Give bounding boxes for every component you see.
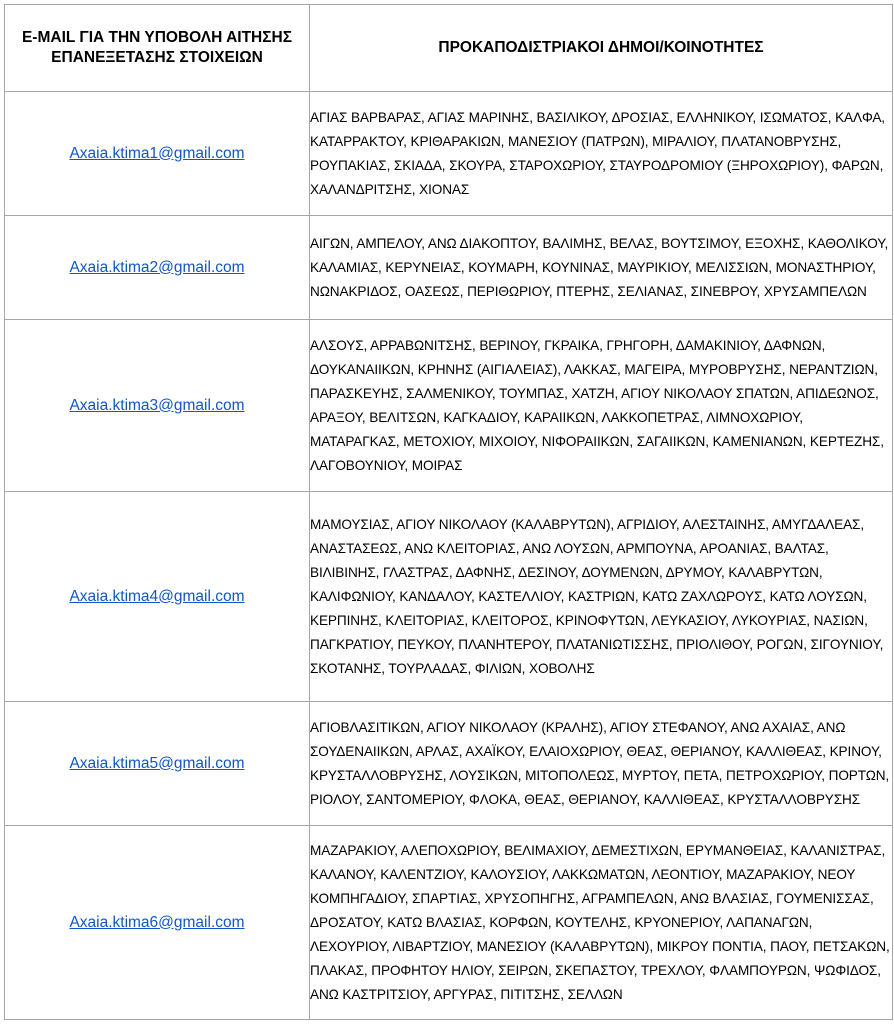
areas-cell: ΑΙΓΩΝ, ΑΜΠΕΛΟΥ, ΑΝΩ ΔΙΑΚΟΠΤΟΥ, ΒΑΛΙΜΗΣ, ΒΕΛΑΣ, ΒΟΥΤΣΙΜΟΥ, ΕΞΟΧΗΣ, ΚΑΘΟΛΙΚΟΥ, ΚΑΛΑΜΙΑΣ, ΚΕΡΥΝΕΙΑΣ, ΚΟΥΜΑΡΗ, ΚΟΥΝΙΝΑΣ, ΜΑΥΡΙΚΙΟΥ, ΜΕΛΙΣΣΙΩΝ, ΜΟΝΑΣΤΗΡΙΟΥ, ΝΩΝΑΚΡΙΔΟΣ, ΟΑΣΕΩΣ, ΠΕΡΙΘΩΡΙΟΥ, ΠΤΕΡΗΣ, ΣΕΛΙΑΝΑΣ, ΣΙΝΕΒΡΟΥ, ΧΡΥΣΑΜΠΕΛΩΝ: [310, 216, 893, 320]
email-link-4[interactable]: Axaia.ktima4@gmail.com: [69, 587, 245, 605]
table-row: [5, 320, 893, 492]
table-row: [5, 92, 893, 216]
areas-cell: ΑΓΙΑΣ ΒΑΡΒΑΡΑΣ, ΑΓΙΑΣ ΜΑΡΙΝΗΣ, ΒΑΣΙΛΙΚΟΥ, ΔΡΟΣΙΑΣ, ΕΛΛΗΝΙΚΟΥ, ΙΣΩΜΑΤΟΣ, ΚΑΛΦΑ, ΚΑΤΑΡΡΑΚΤΟΥ, ΚΡΙΘΑΡΑΚΙΩΝ, ΜΑΝΕΣΙΟΥ (ΠΑΤΡΩΝ), ΜΙΡΑΛΙΟΥ, ΠΛΑΤΑΝΟΒΡΥΣΗΣ, ΡΟΥΠΑΚΙΑΣ, ΣΚΙΑΔΑ, ΣΚΟΥΡΑ, ΣΤΑΡΟΧΩΡΙΟΥ, ΣΤΑΥΡΟΔΡΟΜΙΟΥ (ΞΗΡΟΧΩΡΙΟΥ), ΦΑΡΩΝ, ΧΑΛΑΝΔΡΙΤΣΗΣ, ΧΙΟΝΑΣ: [310, 92, 893, 216]
header-areas-column: ΠΡΟΚΑΠΟΔΙΣΤΡΙΑΚΟΙ ΔΗΜΟΙ/ΚΟΙΝΟΤΗΤΕΣ: [310, 5, 893, 92]
email-cell: [5, 702, 310, 826]
email-cell: [5, 320, 310, 492]
header-email-column: E-MAIL ΓΙΑ ΤΗΝ ΥΠΟΒΟΛΗ ΑΙΤΗΣΗΣ ΕΠΑΝΕΞΕΤΑΣΗΣ ΣΤΟΙΧΕΙΩΝ: [5, 5, 310, 92]
table-row: [5, 826, 893, 1020]
table-row: [5, 492, 893, 702]
areas-cell: ΜΑΜΟΥΣΙΑΣ, ΑΓΙΟΥ ΝΙΚΟΛΑΟΥ (ΚΑΛΑΒΡΥΤΩΝ), ΑΓΡΙΔΙΟΥ, ΑΛΕΣΤΑΙΝΗΣ, ΑΜΥΓΔΑΛΕΑΣ, ΑΝΑΣΤΑΣΕΩΣ, ΑΝΩ ΚΛΕΙΤΟΡΙΑΣ, ΑΝΩ ΛΟΥΣΩΝ, ΑΡΜΠΟΥΝΑ, ΑΡΟΑΝΙΑΣ, ΒΑΛΤΑΣ, ΒΙΛΙΒΙΝΗΣ, ΓΛΑΣΤΡΑΣ, ΔΑΦΝΗΣ, ΔΕΣΙΝΟΥ, ΔΟΥΜΕΝΩΝ, ΔΡΥΜΟΥ, ΚΑΛΑΒΡΥΤΩΝ, ΚΑΛΙΦΩΝΙΟΥ, ΚΑΝΔΑΛΟΥ, ΚΑΣΤΕΛΛΙΟΥ, ΚΑΣΤΡΙΩΝ, ΚΑΤΩ ΖΑΧΛΩΡΟΥΣ, ΚΑΤΩ ΛΟΥΣΩΝ, ΚΕΡΠΙΝΗΣ, ΚΛΕΙΤΟΡΙΑΣ, ΚΛΕΙΤΟΡΟΣ, ΚΡΙΝΟΦΥΤΩΝ, ΛΕΥΚΑΣΙΟΥ, ΛΥΚΟΥΡΙΑΣ, ΝΑΣΙΩΝ, ΠΑΓΚΡΑΤΙΟΥ, ΠΕΥΚΟΥ, ΠΛΑΝΗΤΕΡΟΥ, ΠΛΑΤΑΝΙΩΤΙΣΣΗΣ, ΠΡΙΟΛΙΘΟΥ, ΡΟΓΩΝ, ΣΙΓΟΥΝΙΟΥ, ΣΚΟΤΑΝΗΣ, ΤΟΥΡΛΑΔΑΣ, ΦΙΛΙΩΝ, ΧΟΒΟΛΗΣ: [310, 492, 893, 702]
email-areas-table: [4, 4, 893, 1020]
email-link-3[interactable]: Axaia.ktima3@gmail.com: [69, 396, 245, 414]
email-cell: [5, 216, 310, 320]
areas-cell: ΜΑΖΑΡΑΚΙΟΥ, ΑΛΕΠΟΧΩΡΙΟΥ, ΒΕΛΙΜΑΧΙΟΥ, ΔΕΜΕΣΤΙΧΩΝ, ΕΡΥΜΑΝΘΕΙΑΣ, ΚΑΛΑΝΙΣΤΡΑΣ, ΚΑΛΑΝΟΥ, ΚΑΛΕΝΤΖΙΟΥ, ΚΑΛΟΥΣΙΟΥ, ΛΑΚΚΩΜΑΤΩΝ, ΛΕΟΝΤΙΟΥ, ΜΑΖΑΡΑΚΙΟΥ, ΝΕΟΥ ΚΟΜΠΗΓΑΔΙΟΥ, ΣΠΑΡΤΙΑΣ, ΧΡΥΣΟΠΗΓΗΣ, ΑΓΡΑΜΠΕΛΩΝ, ΑΝΩ ΒΛΑΣΙΑΣ, ΓΟΥΜΕΝΙΣΣΑΣ, ΔΡΟΣΑΤΟΥ, ΚΑΤΩ ΒΛΑΣΙΑΣ, ΚΟΡΦΩΝ, ΚΟΥΤΕΛΗΣ, ΚΡΥΟΝΕΡΙΟΥ, ΛΑΠΑΝΑΓΩΝ, ΛΕΧΟΥΡΙΟΥ, ΛΙΒΑΡΤΖΙΟΥ, ΜΑΝΕΣΙΟΥ (ΚΑΛΑΒΡΥΤΩΝ), ΜΙΚΡΟΥ ΠΟΝΤΙΑ, ΠΑΟΥ, ΠΕΤΣΑΚΩΝ, ΠΛΑΚΑΣ, ΠΡΟΦΗΤΟΥ ΗΛΙΟΥ, ΣΕΙΡΩΝ, ΣΚΕΠΑΣΤΟΥ, ΤΡΕΧΛΟΥ, ΦΛΑΜΠΟΥΡΩΝ, ΨΩΦΙΔΟΣ, ΑΝΩ ΚΑΣΤΡΙΤΣΙΟΥ, ΑΡΓΥΡΑΣ, ΠΙΤΙΤΣΗΣ, ΣΕΛΛΩΝ: [310, 826, 893, 1020]
email-link-1[interactable]: Axaia.ktima1@gmail.com: [69, 144, 245, 162]
table-header-row: [5, 5, 893, 92]
table-row: [5, 702, 893, 826]
email-link-6[interactable]: Axaia.ktima6@gmail.com: [69, 913, 245, 931]
areas-cell: ΑΓΙΟΒΛΑΣΙΤΙΚΩΝ, ΑΓΙΟΥ ΝΙΚΟΛΑΟΥ (ΚΡΑΛΗΣ), ΑΓΙΟΥ ΣΤΕΦΑΝΟΥ, ΑΝΩ ΑΧΑΙΑΣ, ΑΝΩ ΣΟΥΔΕΝΑΙΙΚΩΝ, ΑΡΛΑΣ, ΑΧΑΪΚΟΥ, ΕΛΑΙΟΧΩΡΙΟΥ, ΘΕΑΣ, ΘΕΡΙΑΝΟΥ, ΚΑΛΛΙΘΕΑΣ, ΚΡΙΝΟΥ, ΚΡΥΣΤΑΛΛΟΒΡΥΣΗΣ, ΛΟΥΣΙΚΩΝ, ΜΙΤΟΠΟΛΕΩΣ, ΜΥΡΤΟΥ, ΠΕΤΑ, ΠΕΤΡΟΧΩΡΙΟΥ, ΠΟΡΤΩΝ, ΡΙΟΛΟΥ, ΣΑΝΤΟΜΕΡΙΟΥ, ΦΛΟΚΑ, ΘΕΑΣ, ΘΕΡΙΑΝΟΥ, ΚΑΛΛΙΘΕΑΣ, ΚΡΥΣΤΑΛΛΟΒΡΥΣΗΣ: [310, 702, 893, 826]
table-row: [5, 216, 893, 320]
email-link-5[interactable]: Axaia.ktima5@gmail.com: [69, 754, 245, 772]
email-cell: [5, 826, 310, 1020]
email-link-2[interactable]: Axaia.ktima2@gmail.com: [69, 258, 245, 276]
areas-cell: ΑΛΣΟΥΣ, ΑΡΡΑΒΩΝΙΤΣΗΣ, ΒΕΡΙΝΟΥ, ΓΚΡΑΙΚΑ, ΓΡΗΓΟΡΗ, ΔΑΜΑΚΙΝΙΟΥ, ΔΑΦΝΩΝ, ΔΟΥΚΑΝΑΙΙΚΩΝ, ΚΡΗΝΗΣ (ΑΙΓΙΑΛΕΙΑΣ), ΛΑΚΚΑΣ, ΜΑΓΕΙΡΑ, ΜΥΡΟΒΡΥΣΗΣ, ΝΕΡΑΝΤΖΙΩΝ, ΠΑΡΑΣΚΕΥΗΣ, ΣΑΛΜΕΝΙΚΟΥ, ΤΟΥΜΠΑΣ, ΧΑΤΖΗ, ΑΓΙΟΥ ΝΙΚΟΛΑΟΥ ΣΠΑΤΩΝ, ΑΠΙΔΕΩΝΟΣ, ΑΡΑΞΟΥ, ΒΕΛΙΤΣΩΝ, ΚΑΓΚΑΔΙΟΥ, ΚΑΡΑΙΙΚΩΝ, ΛΑΚΚΟΠΕΤΡΑΣ, ΛΙΜΝΟΧΩΡΙΟΥ, ΜΑΤΑΡΑΓΚΑΣ, ΜΕΤΟΧΙΟΥ, ΜΙΧΟΙΟΥ, ΝΙΦΟΡΑΙΙΚΩΝ, ΣΑΓΑΙΙΚΩΝ, ΚΑΜΕΝΙΑΝΩΝ, ΚΕΡΤΕΖΗΣ, ΛΑΓΟΒΟΥΝΙΟΥ, ΜΟΙΡΑΣ: [310, 320, 893, 492]
email-cell: [5, 492, 310, 702]
email-cell: [5, 92, 310, 216]
